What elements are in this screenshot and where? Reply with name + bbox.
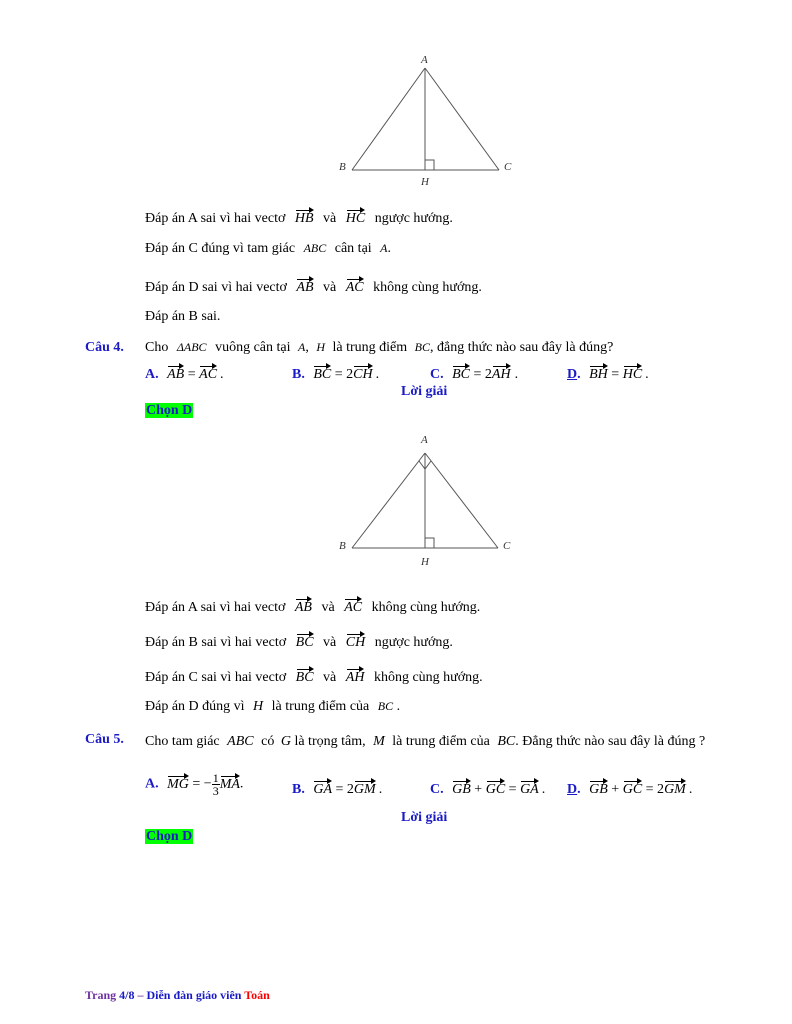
text: Đáp án D sai vì hai vectơ [145,280,287,295]
vector: AB [295,597,312,616]
explain-q3-a [145,208,453,227]
text: , đẳng thức nào sau đây là đúng? [430,340,614,355]
vector: AC [199,364,217,383]
option-label: . [577,782,581,797]
text: = 2 [473,367,492,382]
explain-q4-d [145,699,400,715]
triangle-figure-2 [330,428,530,573]
text: + [474,782,483,797]
footer-page-number: 4/8 [119,988,135,1002]
option-label: D [567,367,578,382]
fraction-numerator: 1 [212,771,219,785]
text: và [323,280,337,295]
vector: AC [344,597,362,616]
vertex-label-h: H [421,556,429,568]
math: A [297,340,306,354]
text: . [514,367,519,382]
vector: GB [589,779,608,798]
vector: HB [295,208,314,227]
explain-q4-a [145,597,480,616]
text: đúng ? [667,734,706,749]
text: là trung điểm [332,340,408,355]
vector: CH [353,364,372,383]
explain-q4-c [145,667,483,686]
option-label: B. [292,367,305,382]
footer-forum-name: Diễn đàn giáo viên [146,988,242,1002]
explain-q3-c [145,241,391,257]
text: là trung điểm của [271,699,370,714]
text: . [239,776,244,792]
text: cân tại [334,241,372,256]
vector: GA [313,779,332,798]
text: vuông cân tại [215,340,291,355]
math: M [373,734,385,749]
text: và [323,670,337,685]
vector: GM [354,779,376,798]
text: Cho [145,340,169,355]
vertex-label-b: B [339,540,346,552]
vertex-label-a: A [421,54,428,66]
solution-heading: Lời giải [401,810,448,825]
option-d[interactable] [567,779,692,798]
math: BC [377,699,394,713]
text: là trung điểm của [392,734,490,749]
text: = 2 [335,782,354,797]
text: Đáp án B sai vì hai vectơ [145,635,287,650]
vector: BC [452,364,470,383]
text: . Đẳng thức nào sau đây là [515,734,664,749]
math: ABC [303,241,327,255]
text: = 2 [645,782,665,797]
text: = [187,367,196,382]
side-ac [425,453,498,548]
text: . [387,241,392,256]
text: = 2 [334,367,354,382]
text: Đáp án C sai vì hai vectơ [145,670,287,685]
math: G [280,734,291,749]
vector: GA [520,779,539,798]
option-label: B. [292,782,305,797]
chosen-answer [145,403,193,419]
text: + [611,782,620,797]
vector: HC [346,208,365,227]
text: Đáp án C đúng vì tam giác [145,241,296,256]
chosen-answer [145,829,193,845]
vector: MA [220,774,240,793]
chosen-answer-label: Chọn D [146,403,193,418]
right-angle-mark-h [425,538,434,548]
vertex-label-h: H [421,176,429,188]
triangle-figure-1 [330,48,530,193]
text: Đáp án D đúng vì [145,699,245,714]
question-label: Câu 5. [85,732,124,747]
option-b[interactable] [292,779,382,798]
explain-q4-b [145,632,453,651]
vector: CH [346,632,365,651]
text: và [323,211,337,226]
option-d[interactable] [567,364,649,383]
text: ngược hướng. [374,635,453,650]
option-label: A. [145,367,159,382]
text: không cùng hướng. [373,670,483,685]
text: , [305,340,309,355]
vector: AH [346,667,365,686]
math: ABC [227,734,254,749]
right-angle-mark [425,160,434,170]
side-ac [425,68,499,170]
vector: BC [296,667,314,686]
option-a[interactable] [145,364,224,383]
footer-dash: – [137,988,144,1002]
vector: AB [296,277,313,296]
math: H [253,699,264,714]
vector: BC [296,632,314,651]
text: và [321,600,335,615]
text: và [323,635,337,650]
page-footer [85,988,270,1003]
solution-heading: Lời giải [401,384,448,399]
math: A [380,241,388,255]
chosen-answer-label: Chọn D [146,829,193,844]
explain-q3-b: Đáp án B sai. [145,309,221,324]
vector: AB [167,364,184,383]
math: BC [497,734,516,749]
option-c[interactable] [430,779,545,798]
text: = [508,782,517,797]
question-stem [145,340,613,356]
text: không cùng hướng. [373,280,482,295]
fraction [212,772,220,797]
text: ngược hướng. [374,211,453,226]
vertex-label-b: B [339,161,346,173]
option-label: A. [145,776,159,792]
option-label: D [567,782,578,797]
vector: BH [589,364,608,383]
vertex-label-c: C [503,540,511,552]
side-ab [352,68,425,170]
option-label: C. [430,782,444,797]
text: . [688,782,693,797]
vertex-label-c: C [504,161,512,173]
text: . [396,699,401,714]
vector: GM [664,779,686,798]
option-a[interactable] [145,772,243,797]
text: . [378,782,383,797]
vector: BC [313,364,331,383]
vector: GC [623,779,642,798]
explain-q3-d [145,277,482,296]
vector: MG [167,774,189,793]
math: BC [414,340,430,354]
text: có [261,734,275,749]
text: Đáp án A sai vì hai vectơ [145,211,286,226]
text: không cùng hướng. [371,600,481,615]
vector: GC [486,779,505,798]
text: . [375,367,380,382]
text: Cho tam giác [145,734,220,749]
text: là trọng tâm, [294,734,366,749]
math: H [316,340,325,354]
math: ΔABC [176,340,207,354]
text: . [645,367,649,382]
footer-subject: Toán [244,988,270,1002]
vector: HC [623,364,642,383]
vector: AC [346,277,364,296]
option-b[interactable] [292,364,379,383]
fraction-denominator: 3 [212,784,219,798]
vertex-label-a: A [421,434,428,446]
option-label: C. [430,367,444,382]
text: = [611,367,620,382]
vector: AH [492,364,511,383]
text: . [541,782,546,797]
option-c[interactable] [430,364,518,383]
text: Đáp án A sai vì hai vectơ [145,600,286,615]
text: = − [192,776,212,792]
option-label: . [577,367,581,382]
side-ab [352,453,425,548]
question-stem [145,732,710,752]
question-label: Câu 4. [85,340,124,355]
vector: GB [452,779,471,798]
footer-page-word: Trang [85,988,117,1002]
text: . [220,367,224,382]
